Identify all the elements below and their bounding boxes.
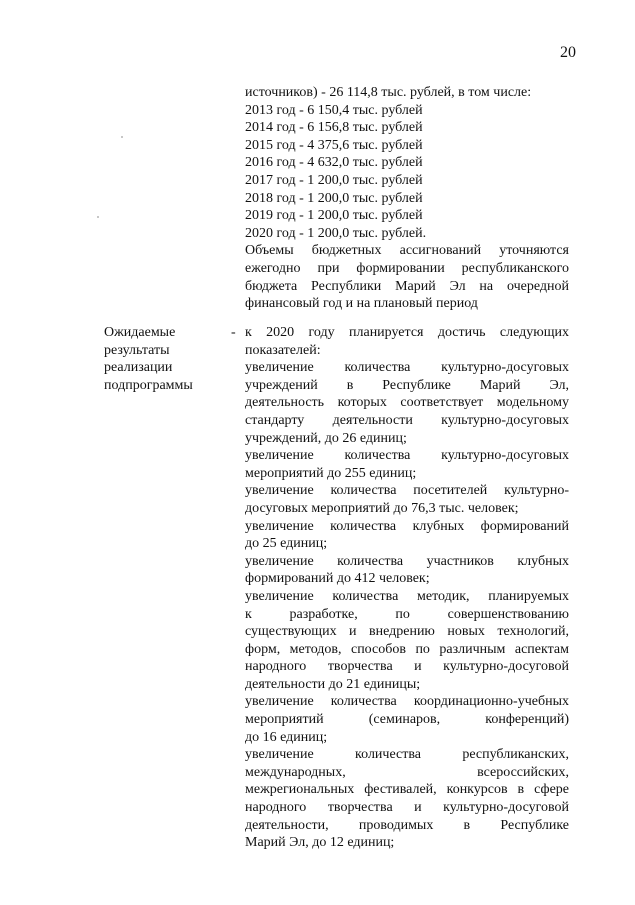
results-line: деятельности, проводимых в Республике [245,817,569,833]
results-label-line: подпрограммы [104,377,193,393]
results-line: народного творчества и культурно-досуговой [245,659,569,675]
results-line: народного творчества и культурно-досуговой [245,800,569,816]
results-line: увеличение количества координационно-учебных [245,694,569,710]
financing-line: 2018 год - 1 200,0 тыс. рублей [245,190,423,206]
results-line: увеличение количества участников клубных [245,553,569,569]
results-line: показателей: [245,342,321,358]
results-line: мероприятий (семинаров, конференций) [245,712,569,728]
results-line: мероприятий до 255 единиц; [245,465,417,481]
results-line: формирований до 412 человек; [245,571,430,587]
results-line: к разработке, по совершенствованию [245,606,569,622]
financing-note-line: бюджета Республики Марий Эл на очередной [245,278,569,294]
results-line: деятельность которых соответствует модельному [245,395,569,411]
financing-line: 2020 год - 1 200,0 тыс. рублей. [245,225,427,241]
results-line: стандарту деятельности культурно-досуговых [245,412,569,428]
results-line: увеличение количества культурно-досуговых [245,360,569,376]
financing-line: 2016 год - 4 632,0 тыс. рублей [245,155,423,171]
scan-speck [97,216,99,218]
financing-note-line: Объемы бюджетных ассигнований уточняются [245,243,569,259]
financing-line: 2017 год - 1 200,0 тыс. рублей [245,172,423,188]
results-label-line: Ожидаемые [104,325,176,340]
results-line: форм, методов, способов по различным аспектам [245,641,569,657]
results-line: до 25 единиц; [245,536,328,552]
financing-note-line: финансовый год и на плановый период [245,296,478,312]
scan-speck [121,136,123,138]
results-line: увеличение количества культурно-досуговых [245,448,569,464]
results-line: до 16 единиц; [245,729,328,745]
results-line: существующих и внедрению новых технологий, [245,624,569,640]
results-block [245,324,569,852]
results-label-line: реализации [104,360,173,376]
results-line: увеличение количества республиканских, [245,747,569,763]
results-line: международных, всероссийских, [245,764,569,780]
results-label [104,324,224,394]
results-label-line: результаты [104,342,170,358]
results-line: увеличение количества посетителей культурно- [245,483,569,499]
results-line: досуговых мероприятий до 76,3 тыс. человек; [245,500,519,516]
results-line: к 2020 году планируется достичь следующих [245,325,569,340]
financing-block [245,84,569,313]
results-line: увеличение количества клубных формирований [245,518,569,534]
results-line: Марий Эл, до 12 единиц; [245,835,395,851]
financing-note-line: ежегодно при формировании республиканского [245,260,569,276]
financing-line: 2015 год - 4 375,6 тыс. рублей [245,137,423,153]
results-line: межрегиональных фестивалей, конкурсов в сфере [245,782,569,798]
results-dash: - [231,325,236,340]
financing-line: 2014 год - 6 156,8 тыс. рублей [245,120,423,136]
financing-line: 2013 год - 6 150,4 тыс. рублей [245,102,423,118]
results-line: учреждений в Республике Марий Эл, [245,377,569,393]
page-number: 20 [560,44,576,61]
financing-line: источников) - 26 114,8 тыс. рублей, в том числе: [245,85,532,100]
financing-line: 2019 год - 1 200,0 тыс. рублей [245,208,423,224]
results-line: увеличение количества методик, планируемых [245,588,569,604]
results-line: деятельности до 21 единицы; [245,676,421,692]
results-line: учреждений, до 26 единиц; [245,430,407,446]
